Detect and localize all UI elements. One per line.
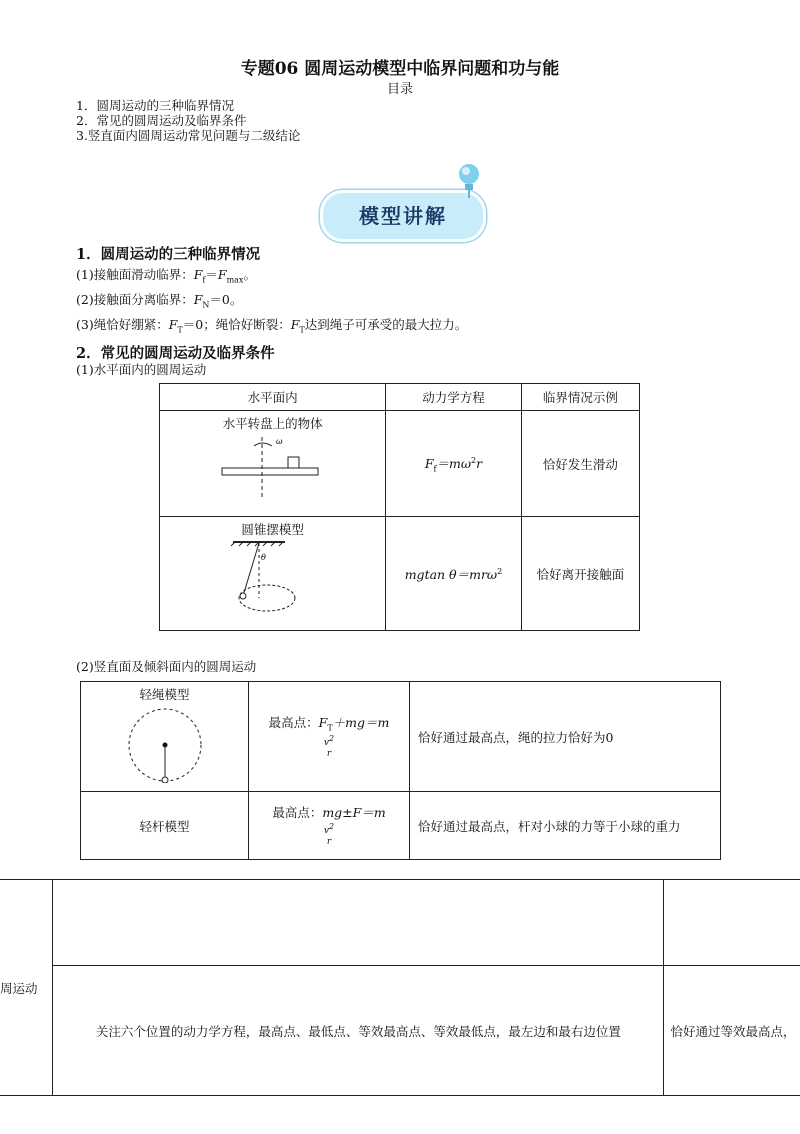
conical-example: 恰好离开接触面 [521, 517, 639, 631]
page-title: 专题06 圆周运动模型中临界问题和功与能 [240, 59, 560, 79]
col-header-equation: 动力学方程 [386, 384, 521, 411]
empty-cell [664, 880, 800, 966]
light-rope-equation: 最高点：$F_T+mg=m$ $v^2$ r [249, 682, 410, 792]
six-positions-text: 关注六个位置的动力学方程，最高点、最低点、等效最高点、等效最低点，最左边和最右边位置 [53, 966, 664, 1096]
horizontal-circular-table [159, 383, 640, 631]
theta-label: θ [260, 553, 266, 562]
left-label-cell [0, 880, 53, 1096]
equivalent-top-condition: 恰好通过等效最高点， [664, 966, 800, 1096]
toc-item-2: 2．常见的圆周运动及临界条件 [76, 113, 247, 128]
toc-label: 目录 [386, 82, 413, 97]
toc-item-1: 1．圆周运动的三种临界情况 [76, 98, 234, 113]
light-rod-condition: 恰好通过最高点，杆对小球的力等于小球的重力 [410, 792, 721, 860]
conical-pendulum-diagram [223, 538, 323, 618]
left-label: 周运动 [0, 980, 38, 996]
col-header-example: 临界情况示例 [521, 384, 639, 411]
col-header-plane: 水平面内 [160, 384, 386, 411]
turntable-cell [160, 411, 386, 517]
turntable-example: 恰好发生滑动 [521, 411, 639, 517]
turntable-equation: $F_f=m\omega^2r$ [386, 411, 521, 517]
conical-equation: mgtan θ＝mrω$^2$ [386, 517, 521, 631]
turntable-diagram [218, 432, 328, 502]
table-row [160, 517, 640, 631]
section1-heading: 1．圆周运动的三种临界情况 [76, 246, 261, 263]
table-row [0, 880, 800, 966]
toc-item-3: 3.竖直面内圆周运动常见问题与二级结论 [76, 128, 301, 143]
empty-cell [53, 880, 664, 966]
section1-line3: (3)绳恰好绷紧：$F_T=0$；绳恰好断裂：$F_T$达到绳子可承受的最大拉力。 [76, 317, 468, 335]
turntable-label: 水平转盘上的物体 [222, 416, 323, 431]
table-row [81, 682, 721, 792]
vertical-circular-table [80, 681, 721, 860]
section1-line1: (1)接触面滑动临界：$F_f=F_{max}$。 [76, 267, 256, 285]
table-row [0, 966, 800, 1096]
velocity-fraction: $v^2$ r [323, 822, 335, 847]
light-rope-cell [81, 682, 249, 792]
conical-pendulum-cell [160, 517, 386, 631]
light-rod-label: 轻杆模型 [81, 792, 249, 860]
omega-label: ω [275, 437, 283, 446]
table-row [160, 411, 640, 517]
section1-line2: (2)接触面分离临界：$F_N=0$。 [76, 292, 243, 310]
banner-label: 模型讲解 [359, 204, 447, 228]
table-row [81, 792, 721, 860]
light-rope-condition: 恰好通过最高点，绳的拉力恰好为0 [410, 682, 721, 792]
light-rope-diagram [125, 703, 205, 783]
table-header-row [160, 384, 640, 411]
light-rod-equation: 最高点：mg±F＝m $v^2$ r [249, 792, 410, 860]
lightbulb-icon [452, 158, 486, 198]
section2-sub1: (1)水平面内的圆周运动 [76, 362, 207, 377]
light-rope-label: 轻绳模型 [139, 687, 190, 702]
section2-heading: 2．常见的圆周运动及临界条件 [76, 345, 275, 362]
velocity-fraction: $v^2$ r [323, 733, 335, 759]
section2-sub2: (2)竖直面及倾斜面内的圆周运动 [76, 659, 257, 674]
conical-pendulum-label: 圆锥摆模型 [241, 522, 304, 537]
equivalent-gravity-table [0, 879, 800, 1096]
